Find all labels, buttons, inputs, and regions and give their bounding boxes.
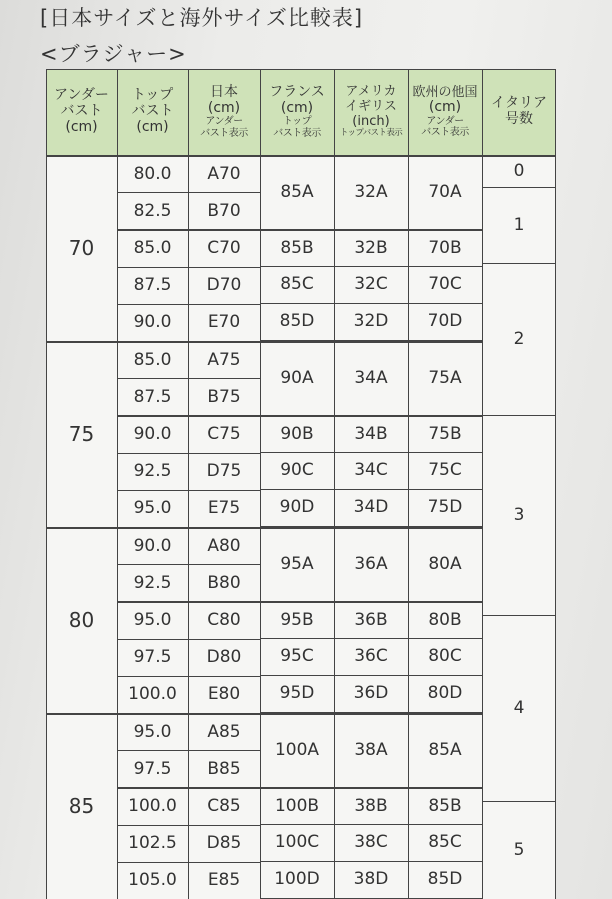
fr-size-value: 90D	[260, 489, 334, 525]
header-fr-line: (cm)	[280, 99, 314, 116]
group-rule	[46, 713, 482, 715]
jp-size-value: D75	[188, 453, 260, 490]
header-under-line: (cm)	[65, 118, 98, 135]
us-size-value: 32B	[334, 229, 408, 265]
top-bust-value: 100.0	[117, 676, 188, 713]
eu-size-value: 75B	[408, 415, 482, 451]
header-jp-line: (cm)	[207, 99, 241, 116]
table-top-rule	[46, 69, 556, 70]
eu-size-value: 80C	[408, 638, 482, 675]
eu-size-value: 70A	[408, 155, 482, 229]
under-bust-value: 85	[46, 713, 117, 899]
fr-size-value: 85D	[260, 303, 334, 339]
us-size-value: 36B	[334, 601, 408, 637]
row-rule	[260, 638, 482, 639]
italy-size-value: 2	[482, 263, 556, 415]
jp-size-value: D80	[188, 639, 260, 676]
row-rule	[482, 415, 556, 416]
fr-size-value: 90B	[260, 415, 334, 451]
header-under-line: アンダー	[54, 87, 109, 104]
fr-size-value: 95D	[260, 675, 334, 711]
header-it-line: 号数	[505, 111, 533, 127]
top-bust-value: 87.5	[117, 378, 188, 415]
jp-size-value: C75	[188, 415, 260, 452]
jp-size-value: B70	[188, 192, 260, 229]
group-rule	[46, 527, 482, 529]
us-size-value: 32A	[334, 155, 408, 229]
header-bottom-rule	[46, 155, 556, 157]
header-jp-line: アンダー	[205, 116, 243, 128]
jp-size-value: B80	[188, 564, 260, 601]
header-it	[482, 69, 556, 155]
jp-size-value: B75	[188, 378, 260, 415]
fr-size-value: 85C	[260, 266, 334, 303]
eu-size-value: 85B	[408, 787, 482, 823]
header-under	[46, 69, 117, 155]
jp-size-value: E80	[188, 676, 260, 713]
header-fr	[260, 69, 334, 155]
top-bust-value: 90.0	[117, 527, 188, 564]
row-rule	[260, 229, 482, 230]
row-rule	[260, 824, 482, 825]
top-bust-value: 85.0	[117, 229, 188, 266]
header-eu-line: バスト表示	[421, 127, 469, 139]
page-title: [日本サイズと海外サイズ比較表]	[40, 6, 364, 30]
italy-size-value: 4	[482, 615, 556, 801]
header-top-line: トップ	[131, 87, 174, 104]
column-rule	[482, 69, 483, 899]
top-bust-value: 90.0	[117, 415, 188, 452]
top-bust-value: 105.0	[117, 862, 188, 899]
header-us-line: イギリス	[345, 98, 397, 114]
eu-size-value: 85C	[408, 824, 482, 861]
header-jp	[188, 69, 260, 155]
eu-size-value: 85A	[408, 713, 482, 787]
row-rule	[482, 187, 556, 188]
eu-size-value: 70C	[408, 266, 482, 303]
us-size-value: 34A	[334, 341, 408, 415]
row-rule	[482, 263, 556, 264]
jp-size-value: D70	[188, 267, 260, 304]
header-eu-line: (cm)	[428, 99, 462, 116]
header-eu-line: 欧州の他国	[412, 84, 478, 100]
row-rule	[260, 266, 482, 267]
top-bust-value: 85.0	[117, 341, 188, 378]
eu-size-value: 70B	[408, 229, 482, 265]
top-bust-value: 102.5	[117, 825, 188, 862]
italy-size-value: 3	[482, 415, 556, 615]
row-rule	[260, 787, 482, 788]
us-size-value: 38D	[334, 861, 408, 897]
row-rule	[260, 601, 482, 602]
header-us-line: アメリカ	[345, 84, 397, 100]
header-fr-line: バスト表示	[273, 127, 321, 139]
under-bust-value: 75	[46, 341, 117, 527]
row-rule	[260, 489, 482, 490]
top-bust-value: 100.0	[117, 787, 188, 824]
under-bust-value: 70	[46, 155, 117, 341]
us-size-value: 34B	[334, 415, 408, 451]
jp-size-value: E85	[188, 862, 260, 899]
top-bust-value: 95.0	[117, 601, 188, 638]
jp-size-value: E70	[188, 304, 260, 341]
eu-size-value: 75D	[408, 489, 482, 525]
header-us-line: トップバスト表示	[339, 128, 403, 139]
column-rule	[260, 69, 261, 899]
header-us-line: (inch)	[352, 113, 390, 129]
jp-size-value: C80	[188, 601, 260, 638]
fr-size-value: 100C	[260, 824, 334, 861]
row-rule	[482, 801, 556, 802]
jp-size-value: C85	[188, 787, 260, 824]
header-it-line: イタリア	[491, 95, 547, 112]
row-rule	[260, 452, 482, 453]
jp-size-value: E75	[188, 490, 260, 527]
us-size-value: 38C	[334, 824, 408, 861]
us-size-value: 36D	[334, 675, 408, 711]
jp-size-value: B85	[188, 750, 260, 787]
eu-size-value: 85D	[408, 861, 482, 897]
page-subtitle: <ブラジャー>	[40, 42, 187, 66]
header-eu	[408, 69, 482, 155]
header-under-line: バスト	[60, 103, 103, 120]
us-size-value: 36A	[334, 527, 408, 601]
top-bust-value: 97.5	[117, 639, 188, 676]
row-rule	[260, 415, 482, 416]
eu-size-value: 75A	[408, 341, 482, 415]
row-rule	[260, 675, 482, 676]
eu-size-value: 70D	[408, 303, 482, 339]
row-rule	[260, 861, 482, 862]
fr-size-value: 85B	[260, 229, 334, 265]
jp-size-value: A75	[188, 341, 260, 378]
fr-size-value: 95C	[260, 638, 334, 675]
group-rule	[46, 341, 482, 343]
column-rule	[117, 69, 118, 899]
fr-size-value: 100A	[260, 713, 334, 787]
column-rule	[555, 69, 556, 899]
header-top-line: (cm)	[136, 118, 169, 135]
row-rule	[260, 303, 482, 304]
fr-size-value: 95B	[260, 601, 334, 637]
top-bust-value: 97.5	[117, 750, 188, 787]
column-rule	[188, 69, 189, 899]
us-size-value: 38B	[334, 787, 408, 823]
italy-size-value: 0	[482, 155, 556, 187]
row-rule	[482, 615, 556, 616]
header-eu-line: アンダー	[426, 115, 464, 127]
us-size-value: 36C	[334, 638, 408, 675]
jp-size-value: D85	[188, 825, 260, 862]
size-comparison-table	[46, 69, 556, 899]
top-bust-value: 92.5	[117, 564, 188, 601]
eu-size-value: 75C	[408, 452, 482, 489]
header-top-line: バスト	[131, 103, 174, 120]
top-bust-value: 92.5	[117, 453, 188, 490]
column-rule	[46, 69, 47, 899]
top-bust-value: 80.0	[117, 155, 188, 192]
top-bust-value: 90.0	[117, 304, 188, 341]
us-size-value: 32C	[334, 266, 408, 303]
top-bust-value: 95.0	[117, 713, 188, 750]
fr-size-value: 95A	[260, 527, 334, 601]
italy-size-value: 1	[482, 187, 556, 263]
eu-size-value: 80A	[408, 527, 482, 601]
top-bust-value: 87.5	[117, 267, 188, 304]
fr-size-value: 85A	[260, 155, 334, 229]
header-jp-line: バスト表示	[200, 127, 248, 139]
under-bust-value: 80	[46, 527, 117, 713]
us-size-value: 34C	[334, 452, 408, 489]
top-bust-value: 82.5	[117, 192, 188, 229]
us-size-value: 38A	[334, 713, 408, 787]
top-bust-value: 95.0	[117, 490, 188, 527]
fr-size-value: 90A	[260, 341, 334, 415]
fr-size-value: 100B	[260, 787, 334, 823]
header-fr-line: フランス	[269, 84, 325, 101]
eu-size-value: 80D	[408, 675, 482, 711]
header-jp-line: 日本	[210, 84, 238, 101]
column-rule	[408, 69, 409, 899]
header-top	[117, 69, 188, 155]
jp-size-value: A70	[188, 155, 260, 192]
column-rule	[334, 69, 335, 899]
fr-size-value: 90C	[260, 452, 334, 489]
jp-size-value: A80	[188, 527, 260, 564]
us-size-value: 32D	[334, 303, 408, 339]
italy-size-value: 5	[482, 801, 556, 899]
us-size-value: 34D	[334, 489, 408, 525]
jp-size-value: A85	[188, 713, 260, 750]
fr-size-value: 100D	[260, 861, 334, 897]
eu-size-value: 80B	[408, 601, 482, 637]
header-fr-line: トップ	[282, 116, 312, 128]
header-us	[334, 69, 408, 155]
jp-size-value: C70	[188, 229, 260, 266]
